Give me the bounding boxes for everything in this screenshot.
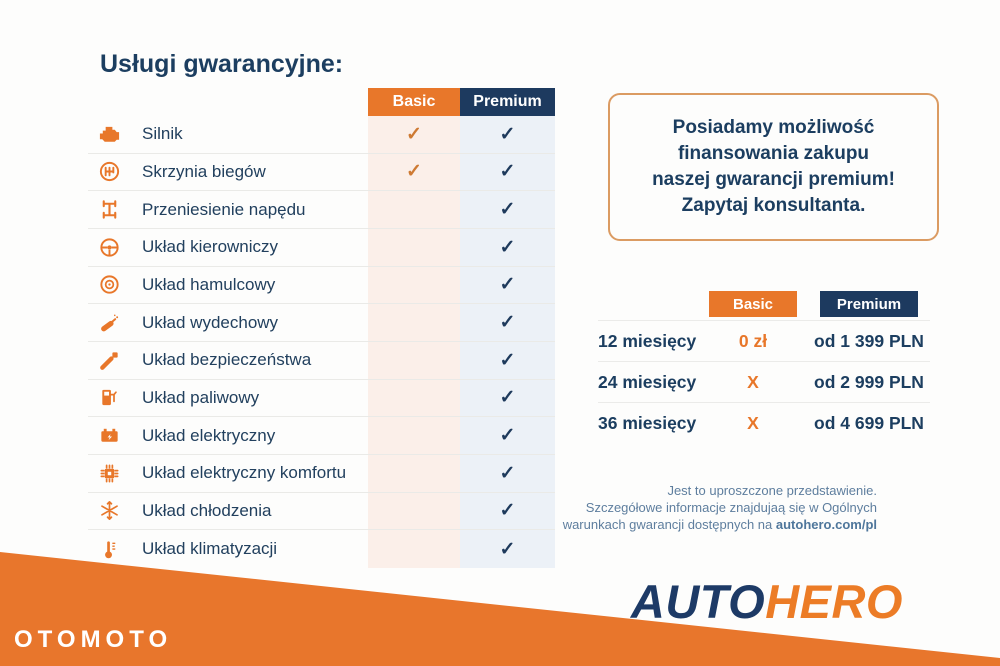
warranty-services-table <box>88 88 555 568</box>
table-row <box>88 267 555 305</box>
pricing-row <box>598 402 930 443</box>
chip-icon <box>98 455 124 492</box>
snowflake-icon <box>98 493 124 530</box>
table-row <box>88 229 555 267</box>
pricing-row <box>598 361 930 402</box>
premium-column-header: Premium <box>460 88 555 116</box>
service-label: Przeniesienie napędu <box>142 199 306 219</box>
promo-line: finansowania zakupu <box>677 142 870 164</box>
page-title: Usługi gwarancyjne: <box>100 50 344 78</box>
autohero-logo <box>631 574 903 629</box>
pricing-period: 12 miesięcy <box>598 330 697 351</box>
table-row <box>88 116 555 154</box>
premium-check-cell: ✓ <box>460 229 555 266</box>
service-label: Skrzynia biegów <box>142 161 266 181</box>
service-label: Układ elektryczny <box>142 425 276 445</box>
table-row <box>88 154 555 192</box>
pricing-basic-value: X <box>747 371 759 392</box>
premium-check-cell: ✓ <box>460 154 555 191</box>
basic-check-cell <box>368 229 460 266</box>
disclaimer-line: Szczegółowe informacje znajdujaą się w Ogólnych <box>585 500 877 515</box>
pricing-premium-badge: Premium <box>820 291 918 317</box>
basic-check-cell <box>368 380 460 417</box>
premium-check-cell: ✓ <box>460 417 555 454</box>
service-label: Układ bezpieczeństwa <box>142 350 312 370</box>
service-label: Układ wydechowy <box>142 312 279 332</box>
service-label: Układ paliwowy <box>142 387 260 407</box>
table-row <box>88 530 555 568</box>
basic-check-cell <box>368 342 460 379</box>
basic-check-cell <box>368 417 460 454</box>
gearbox-icon <box>98 154 124 191</box>
table-row <box>88 417 555 455</box>
promo-line: Zapytaj konsultanta. <box>681 195 866 217</box>
pricing-row <box>598 320 930 361</box>
thermometer-icon <box>98 530 124 568</box>
financing-promo-box <box>608 93 939 241</box>
table-row <box>88 493 555 531</box>
disclaimer-line <box>563 516 877 533</box>
disclaimer-line-prefix: warunkach gwarancji dostępnych na <box>562 517 776 532</box>
autohero-url-text: autohero.com/pl <box>775 517 877 532</box>
pricing-premium-value: od 2 999 PLN <box>814 371 924 392</box>
table-row <box>88 191 555 229</box>
service-label: Układ elektryczny komfortu <box>142 463 347 483</box>
seatbelt-icon <box>98 342 124 379</box>
service-label: Układ klimatyzacji <box>142 539 278 559</box>
basic-check-cell <box>368 530 460 568</box>
service-label: Układ kierowniczy <box>142 237 279 257</box>
engine-icon <box>98 116 124 153</box>
disclaimer-line: Jest to uproszczone przedstawienie. <box>667 483 877 498</box>
service-label: Silnik <box>142 124 183 144</box>
steering-wheel-icon <box>98 229 124 266</box>
service-label: Układ hamulcowy <box>142 274 276 294</box>
premium-check-cell: ✓ <box>460 530 555 568</box>
table-row <box>88 342 555 380</box>
exhaust-icon <box>98 304 124 341</box>
pricing-basic-value: X <box>747 412 759 433</box>
pricing-premium-value: od 4 699 PLN <box>814 412 924 433</box>
header-spacer <box>88 88 368 116</box>
services-table-header <box>88 88 555 116</box>
premium-check-cell: ✓ <box>460 455 555 492</box>
premium-check-cell: ✓ <box>460 493 555 530</box>
drivetrain-icon <box>98 191 124 228</box>
premium-check-cell: ✓ <box>460 116 555 153</box>
table-row <box>88 380 555 418</box>
table-row <box>88 455 555 493</box>
promo-line: naszej gwarancji premium! <box>652 169 895 190</box>
battery-icon <box>98 417 124 454</box>
otomoto-logo: OTOMOTO <box>14 626 173 653</box>
autohero-logo-auto: AUTO <box>630 575 766 628</box>
basic-check-cell <box>368 267 460 304</box>
promo-line: Posiadamy możliwość <box>672 116 875 138</box>
premium-check-cell: ✓ <box>460 304 555 341</box>
table-row <box>88 304 555 342</box>
basic-check-cell <box>368 455 460 492</box>
pricing-basic-badge: Basic <box>709 291 797 317</box>
premium-check-cell: ✓ <box>460 191 555 228</box>
basic-check-cell: ✓ <box>368 116 460 153</box>
basic-column-header: Basic <box>368 88 460 116</box>
basic-check-cell <box>368 304 460 341</box>
pricing-period: 24 miesięcy <box>598 371 697 392</box>
pricing-header-row <box>598 291 930 320</box>
pricing-premium-value: od 1 399 PLN <box>814 330 924 351</box>
basic-check-cell: ✓ <box>368 154 460 191</box>
pricing-basic-value: 0 zł <box>738 330 768 351</box>
pricing-table <box>598 291 930 443</box>
brake-disc-icon <box>98 267 124 304</box>
disclaimer-text <box>563 482 877 533</box>
pricing-period: 36 miesięcy <box>598 412 697 433</box>
premium-check-cell: ✓ <box>460 342 555 379</box>
basic-check-cell <box>368 493 460 530</box>
basic-check-cell <box>368 191 460 228</box>
premium-check-cell: ✓ <box>460 267 555 304</box>
fuel-pump-icon <box>98 380 124 417</box>
premium-check-cell: ✓ <box>460 380 555 417</box>
service-label: Układ chłodzenia <box>142 500 272 520</box>
autohero-logo-hero: HERO <box>765 575 903 628</box>
